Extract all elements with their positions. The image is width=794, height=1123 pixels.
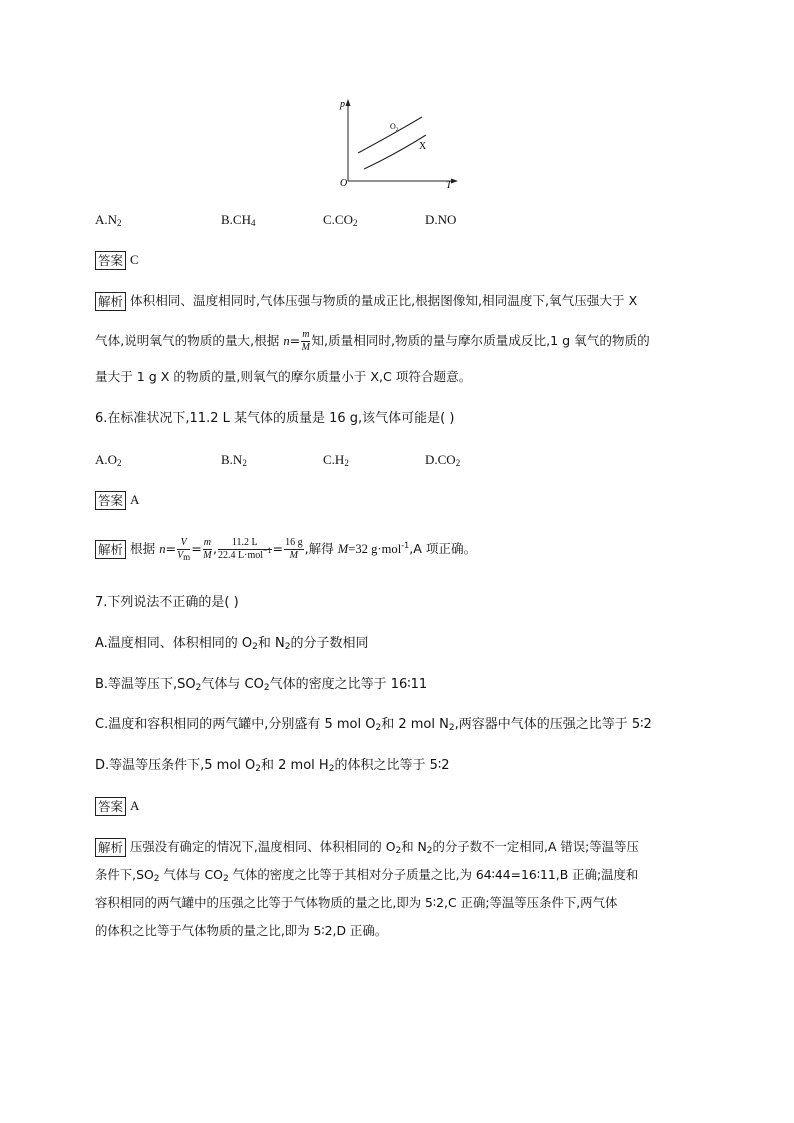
q7-option-b: B.等温等压下$,SO_2$气体与 $CO_2$气体的密度之比等于 16∶11 — [95, 677, 428, 693]
q6-answer-value: A — [130, 492, 140, 507]
q5-analysis-line-3: 量大于 1 g X 的物质的量,则氧气的摩尔质量小于 X,C 项符合题意。 — [95, 369, 472, 384]
q7-analysis-line-2: 条件下$,SO_2$ 气体与 $CO_2$ 气体的密度之比等于其相对分子质量之比,为 64∶44=16∶11,B 正确;温度和 — [95, 867, 639, 884]
q7-answer-value: A — [130, 798, 140, 813]
fraction-m-over-M: $\frac{m}{M}$ — [203, 537, 212, 561]
q7-analysis-line-3: 容积相同的两气罐中的压强之比等于气体物质的量之比,即为 5∶2,C 正确;等温等压条件下,两气体 — [95, 895, 618, 910]
y-axis-arrow — [346, 99, 351, 106]
q6-option-d: $D.CO_2$ — [425, 452, 461, 468]
q7-analysis-line-1: 压强没有确定的情况下,温度相同、体积相同的 $O_2$和 $N_2$的分子数不一定相同,A 错误;等温等压 — [130, 839, 639, 856]
q6-answer-tag: 答案 — [95, 491, 126, 510]
q5-analysis-tag: 解析 — [95, 292, 126, 311]
q7-answer-tag: 答案 — [95, 797, 126, 816]
q7-analysis-tag: 解析 — [95, 838, 126, 857]
q7-option-d: D.等温等压条件下,5 mol $O_2$和 2 mol $H_2$的体积之比等于 5∶2 — [95, 758, 450, 774]
q5-analysis-line-1: 体积相同、温度相同时,气体压强与物质的量成正比,根据图像知,相同温度下,氧气压强大于 X — [130, 293, 638, 308]
fraction-volume-over-molar-volume: $\frac{11.2 L}{22.4 L\cdot mol^{-1}}$ — [218, 537, 272, 561]
fraction-m-over-M: $\frac{m}{M}$ — [301, 329, 310, 353]
x-curve — [364, 135, 426, 169]
q7-stem: 7.下列说法不正确的是( ) — [95, 595, 239, 610]
q7-analysis-line-4: 的体积之比等于气体物质的量之比,即为 5∶2,D 正确。 — [95, 923, 388, 938]
q5-answer-tag: 答案 — [95, 251, 126, 270]
x-curve-label: X — [419, 141, 427, 152]
q7-option-a: A.温度相同、体积相同的 $O_2$和 $N_2$的分子数相同 — [95, 636, 369, 652]
q6-option-b: $B.N_2$ — [221, 452, 247, 468]
fraction-V-over-Vm: $\frac{V}{V_m}$ — [177, 537, 191, 562]
q5-option-d: D.NO — [425, 212, 457, 227]
origin-label: O — [340, 178, 348, 189]
q5-option-c: $C.CO_2$ — [323, 212, 358, 228]
q6-stem: 6.在标准状况下,11.2 L 某气体的质量是 16 g,该气体可能是( ) — [95, 411, 455, 426]
q6-analysis-line: 根据 n= $\frac{V}{V_m}$ = $\frac{m}{M}$ , $\frac{11.2 L}{22.4 L\cdot mol^{-1}}$ = $\frac{16 g}{M}$ ,解得 M=32 g·mol$^{-1}$,A 项正确。 — [130, 537, 477, 562]
o2-curve-label: $O_2$ — [390, 122, 399, 133]
q7-option-c: C.温度和容积相同的两气罐中,分别盛有 5 mol $O_2$和 2 mol $N_2$,两容器中气体的压强之比等于 5∶2 — [95, 717, 652, 733]
x-axis-arrow — [451, 179, 458, 184]
q5-answer-value: C — [130, 252, 139, 267]
q6-option-a: $A.O_2$ — [95, 452, 122, 468]
q6-analysis-tag: 解析 — [95, 540, 126, 559]
graph-svg — [336, 97, 462, 189]
x-axis-label: T — [446, 180, 452, 189]
q6-option-c: $C.H_2$ — [323, 452, 349, 468]
q5-option-a: $A.N_2$ — [95, 212, 122, 228]
q5-option-b: $B.CH_4$ — [221, 212, 256, 228]
fraction-mass-over-M: $\frac{16 g}{M}$ — [285, 537, 303, 561]
q5-analysis-line-2: 气体,说明氧气的物质的量大,根据 n= $\frac{m}{M}$ 知,质量相同时,物质的量与摩尔质量成反比,1 g 氧气的物质的 — [95, 329, 650, 353]
y-axis-label: p — [340, 99, 345, 110]
pressure-temperature-graph — [336, 97, 462, 189]
